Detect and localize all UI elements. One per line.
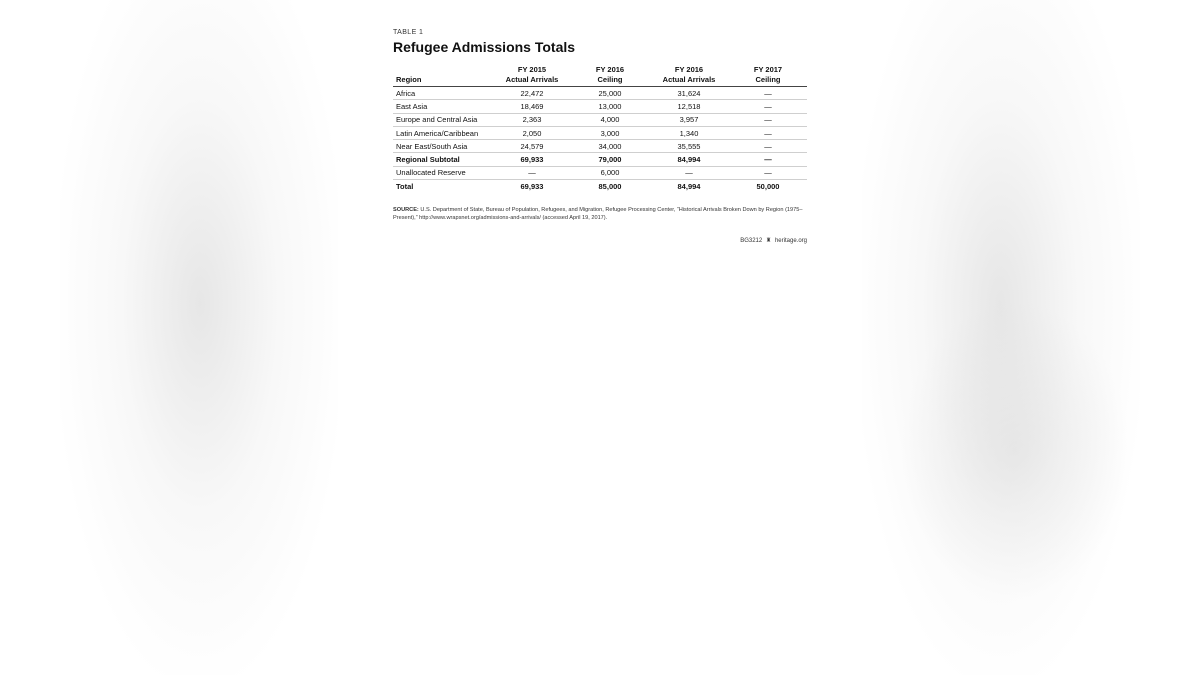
publication-credit [393,237,807,244]
refugee-admissions-table [393,65,807,192]
cell-fy2016-actual: 35,555 [649,140,729,153]
table-row-regional-subtotal [393,153,807,166]
cell-fy2016-actual: 3,957 [649,113,729,126]
column-header-region: Region [393,65,493,87]
cell-fy2017-ceiling: — [729,140,807,153]
cell-fy2017-ceiling: — [729,87,807,100]
cell-region: Unallocated Reserve [393,166,493,179]
cell-region: Near East/South Asia [393,140,493,153]
cell-region: Europe and Central Asia [393,113,493,126]
cell-fy2016-ceiling: 3,000 [571,126,649,139]
cell-fy2015-actual: 69,933 [493,153,571,166]
column-header-fy2016-ceiling: FY 2016 Ceiling [571,65,649,87]
blurred-background-right-lower [900,300,1130,600]
cell-region: Africa [393,87,493,100]
source-text: U.S. Department of State, Bureau of Population, Refugees, and Migration, Refugee Processing Center, “Historical Arrivals Broken Down by Region (1975–Present),” http://www.wrapsnet.org/admissions-and-arrivals/ (accessed April 19, 2017). [393,207,803,221]
source-label: SOURCE: [393,207,419,214]
cell-fy2016-ceiling: 13,000 [571,100,649,113]
cell-fy2015-actual: 18,469 [493,100,571,113]
cell-fy2016-actual: 12,518 [649,100,729,113]
table-row [393,100,807,113]
cell-fy2017-ceiling: — [729,126,807,139]
cell-fy2015-actual: 69,933 [493,180,571,193]
cell-fy2015-actual: 24,579 [493,140,571,153]
site-name: heritage.org [774,238,807,245]
column-header-fy2016-actual: FY 2016 Actual Arrivals [649,65,729,87]
table-label: TABLE 1 [393,29,424,36]
cell-fy2016-actual: 31,624 [649,87,729,100]
cell-fy2016-ceiling: 34,000 [571,140,649,153]
cell-fy2017-ceiling: — [729,153,807,166]
cell-region: East Asia [393,100,493,113]
cell-fy2016-ceiling: 79,000 [571,153,649,166]
cell-fy2016-ceiling: 25,000 [571,87,649,100]
cell-fy2016-ceiling: 6,000 [571,166,649,179]
table-figure [393,29,807,244]
cell-fy2016-actual: — [649,166,729,179]
cell-fy2017-ceiling: — [729,113,807,126]
cell-fy2016-ceiling: 4,000 [571,113,649,126]
table-row-total [393,180,807,193]
source-note [393,207,807,222]
cell-fy2015-actual: — [493,166,571,179]
cell-region: Total [393,180,493,193]
table-row [393,113,807,126]
cell-fy2015-actual: 2,050 [493,126,571,139]
table-title: Refugee Admissions Totals [393,39,576,55]
column-header-fy2015-actual: FY 2015 Actual Arrivals [493,65,571,87]
cell-fy2017-ceiling: — [729,166,807,179]
blurred-background-left [60,0,340,675]
cell-fy2016-actual: 84,994 [649,180,729,193]
cell-fy2015-actual: 22,472 [493,87,571,100]
cell-fy2015-actual: 2,363 [493,113,571,126]
document-page [338,0,862,675]
cell-fy2016-actual: 1,340 [649,126,729,139]
table-header-row [393,65,807,87]
cell-fy2017-ceiling: — [729,100,807,113]
cell-fy2016-ceiling: 85,000 [571,180,649,193]
cell-region: Latin America/Caribbean [393,126,493,139]
column-header-fy2017-ceiling: FY 2017 Ceiling [729,65,807,87]
table-row [393,87,807,100]
table-row [393,140,807,153]
cell-fy2016-actual: 84,994 [649,153,729,166]
report-code: BG3212 [740,238,763,245]
heritage-bell-icon: ♜ [765,238,772,245]
cell-fy2017-ceiling: 50,000 [729,180,807,193]
cell-region: Regional Subtotal [393,153,493,166]
table-row [393,166,807,179]
table-row [393,126,807,139]
